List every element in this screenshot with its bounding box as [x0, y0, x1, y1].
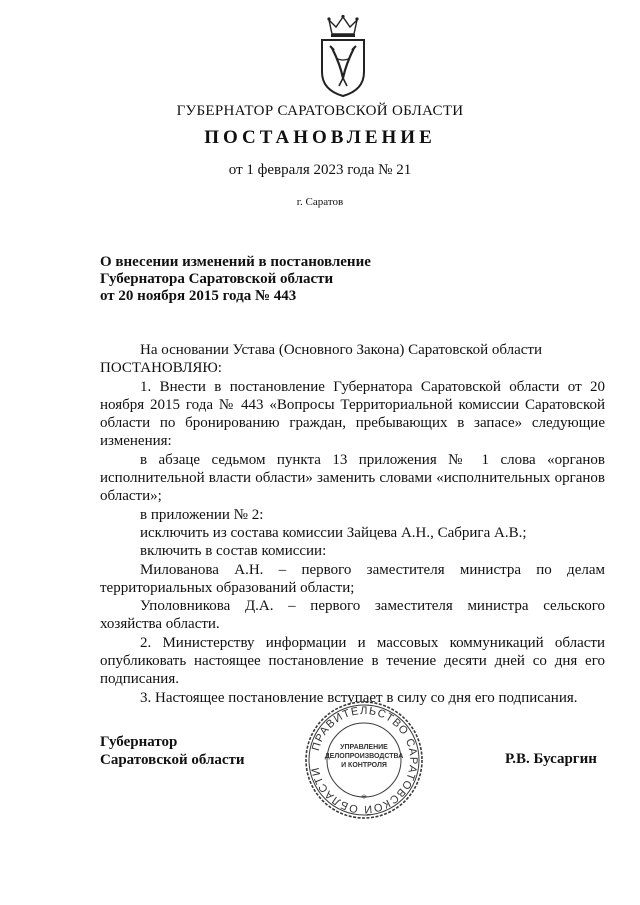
seal-center-line: ДЕЛОПРОИЗВОДСТВА	[324, 753, 404, 760]
document-type: ПОСТАНОВЛЕНИЕ	[204, 127, 436, 148]
document-body	[100, 341, 605, 707]
body-paragraph: исключить из состава комиссии Зайцева А.Н., Сабрига А.В.;	[140, 524, 527, 541]
body-paragraph: Уполовникова Д.А. – первого заместителя министра сельского хозяйства области.	[100, 598, 605, 633]
document-city: г. Саратов	[296, 196, 344, 208]
body-paragraph: 2. Министерству информации и массовых коммуникаций области опубликовать настоящее постановление в течение десяти дней со дня его подписания.	[100, 634, 605, 688]
document-subject	[100, 254, 430, 305]
body-paragraph: 3. Настоящее постановление вступает в силу со дня его подписания.	[140, 689, 578, 706]
body-paragraph: включить в состав комиссии:	[140, 543, 327, 560]
signatory-position	[100, 733, 245, 769]
seal-star-icon: *	[361, 791, 367, 805]
seal-center-line: И КОНТРОЛЯ	[341, 762, 387, 769]
body-paragraph-decree: ПОСТАНОВЛЯЮ:	[100, 360, 222, 377]
body-paragraph: в приложении № 2:	[140, 506, 264, 523]
subject-line: Губернатора Саратовской области	[100, 271, 334, 287]
subject-line: от 20 ноября 2015 года № 443	[100, 288, 297, 304]
body-paragraph: На основании Устава (Основного Закона) Саратовской области	[140, 342, 543, 358]
official-seal-stamp	[303, 699, 425, 821]
body-paragraph: Милованова А.Н. – первого заместителя министра по делам территориальных образований области;	[100, 561, 605, 596]
body-paragraph: 1. Внести в постановление Губернатора Саратовской области от 20 ноября 2015 года № 443 «Вопросы Территориальной комиссии Саратовской области по бронированию граждан, пребывающих в запасе» следующие изменения:	[100, 378, 605, 450]
document-date-number: от 1 февраля 2023 года № 21	[228, 162, 412, 178]
seal-center-line: УПРАВЛЕНИЕ	[340, 744, 388, 751]
subject-line: О внесении изменений в постановление	[100, 254, 371, 270]
signatory-position-line: Саратовской области	[100, 752, 245, 768]
coat-of-arms-emblem	[318, 14, 368, 98]
signatory-position-line: Губернатор	[100, 734, 178, 750]
seal-ring-text: ПРАВИТЕЛЬСТВО САРАТОВСКОЙ ОБЛАСТИ	[309, 704, 420, 816]
issuing-authority: ГУБЕРНАТОР САРАТОВСКОЙ ОБЛАСТИ	[176, 103, 464, 119]
signatory-name: Р.В. Бусаргин	[505, 751, 597, 767]
seal-center-text	[303, 743, 425, 770]
body-paragraph: в абзаце седьмом пункта 13 приложения № 1 слова «органов исполнительной власти области» заменить словами «исполнительных органов области»;	[100, 451, 605, 505]
